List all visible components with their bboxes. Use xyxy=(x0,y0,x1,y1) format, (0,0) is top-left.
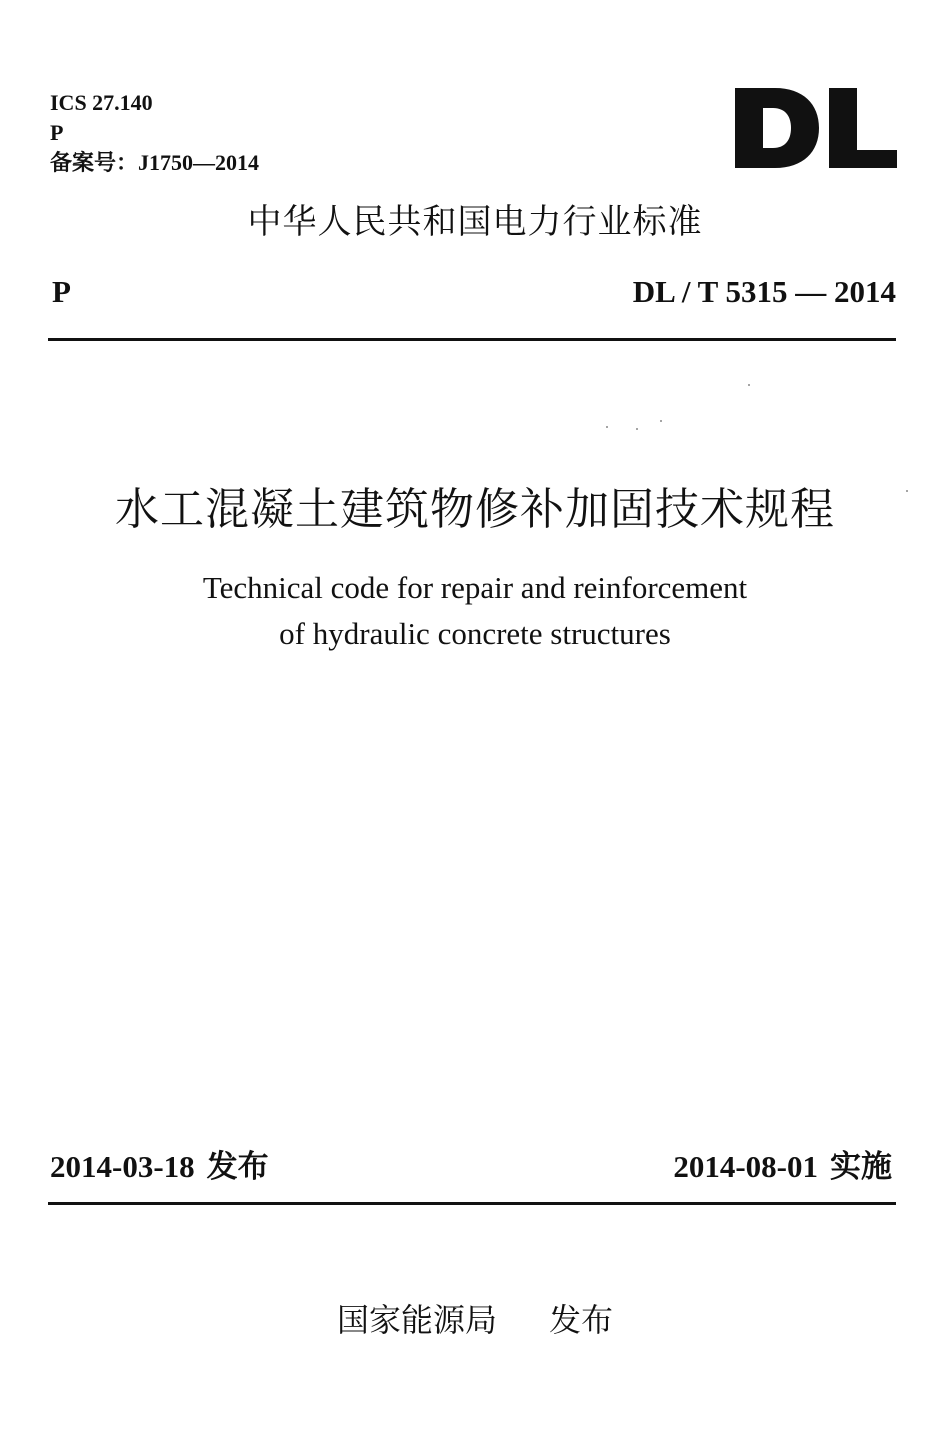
filing-number: 备案号：J1750—2014 xyxy=(50,150,260,175)
scan-speck xyxy=(748,384,750,386)
bottom-divider xyxy=(48,1202,896,1205)
issue-date-block xyxy=(50,1146,269,1188)
publisher xyxy=(0,1298,950,1342)
implement-date-block xyxy=(673,1146,892,1188)
implement-date: 2014-08-01 xyxy=(673,1149,818,1184)
issue-label: 发布 xyxy=(206,1149,269,1185)
category-code: P xyxy=(50,120,64,145)
category-letter: P xyxy=(52,274,71,309)
issue-date: 2014-03-18 xyxy=(50,1149,195,1184)
top-divider xyxy=(48,338,896,341)
ics-code: ICS 27.140 xyxy=(50,90,153,115)
title-english-line-1: Technical code for repair and reinforcement xyxy=(202,570,748,605)
title-english-line-2: of hydraulic concrete structures xyxy=(279,616,671,651)
scan-speck xyxy=(636,428,638,430)
dl-logo xyxy=(735,88,897,168)
implement-label: 实施 xyxy=(830,1149,892,1185)
title-chinese: 水工混凝土建筑物修补加固技术规程 xyxy=(115,484,835,535)
publisher-action: 发布 xyxy=(549,1301,614,1339)
publisher-name: 国家能源局 xyxy=(336,1301,497,1339)
scan-speck xyxy=(660,420,662,422)
industry-standard-title: 中华人民共和国电力行业标准 xyxy=(247,202,703,242)
standard-code: DL / T 5315 — 2014 xyxy=(632,274,896,309)
scan-speck xyxy=(606,426,608,428)
